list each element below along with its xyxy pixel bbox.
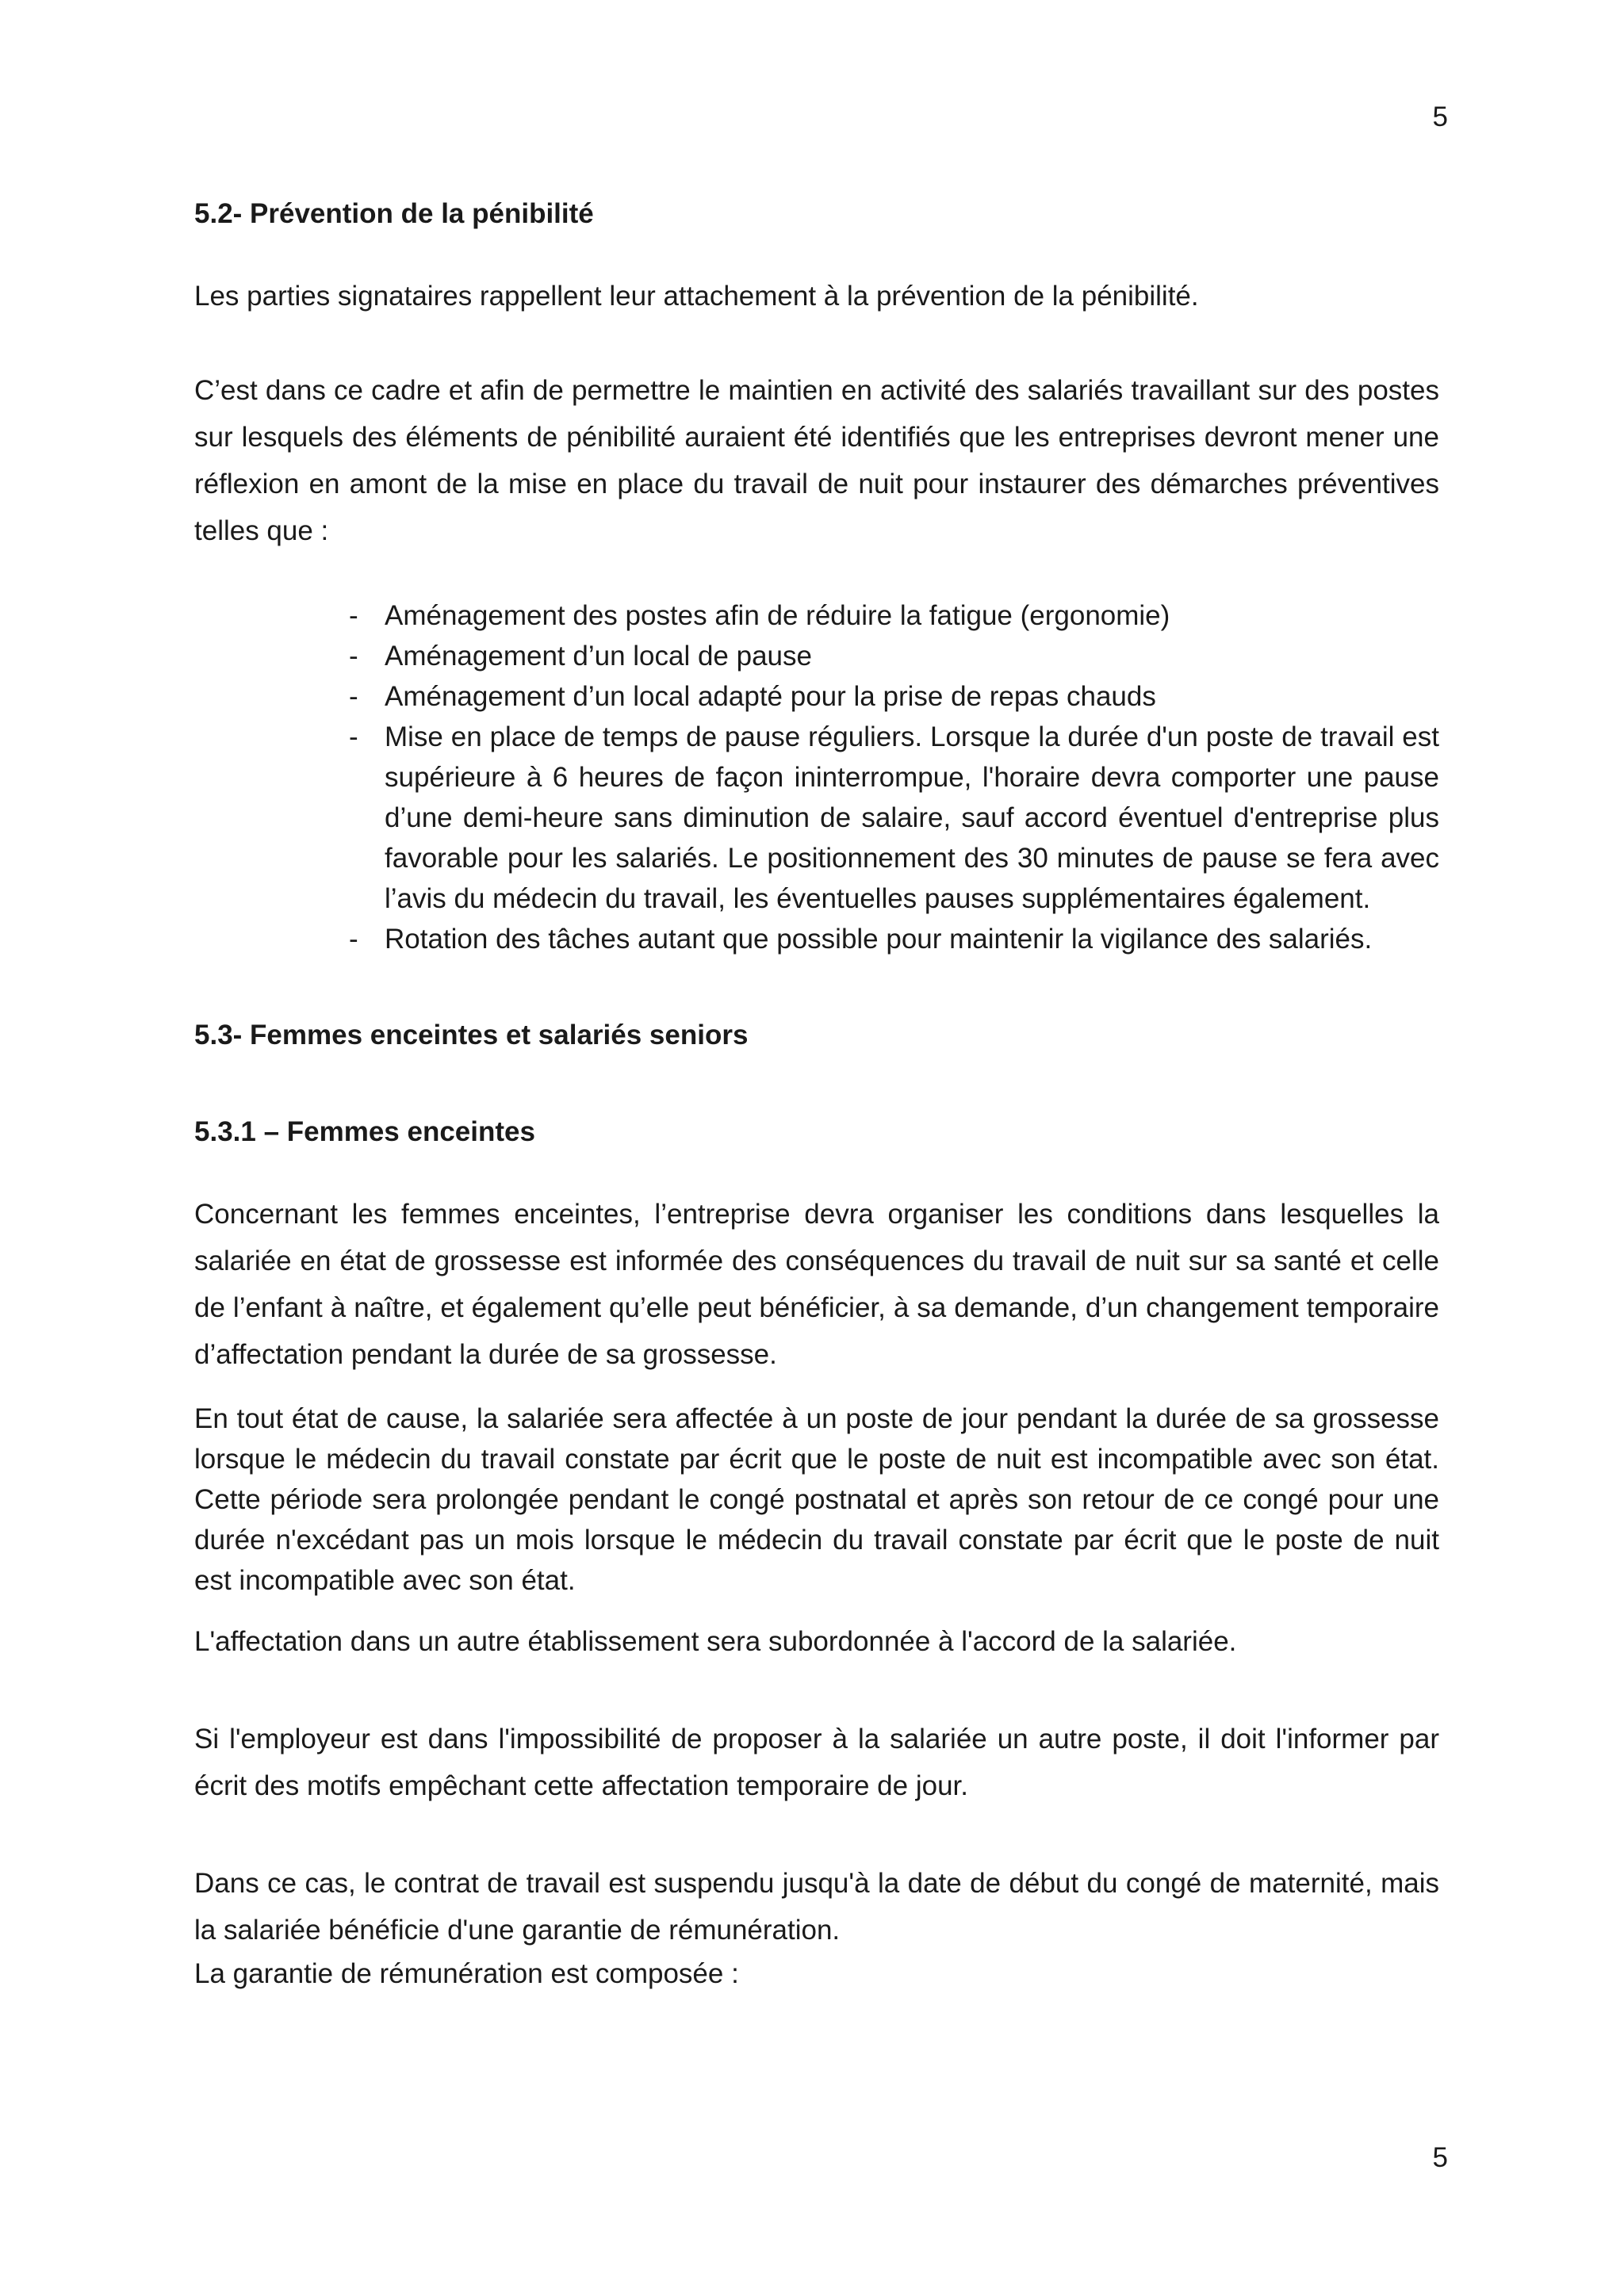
paragraph-5-3-1-intro: Concernant les femmes enceintes, l’entreprise devra organiser les conditions dans lesquelles la salariée en état de grossesse est informée des conséquences du travail de nuit sur sa santé et celle de l’enfant à naître, et également qu’elle peut bénéficier, à sa demande, d’un changement temporaire d’affectation pendant la durée de sa grossesse. <box>194 1199 1439 1370</box>
section-heading-5-3: 5.3- Femmes enceintes et salariés seniors <box>194 1020 749 1050</box>
list-item: - Aménagement des postes afin de réduire la fatigue (ergonomie) <box>349 595 1439 636</box>
paragraph-5-2-intro: Les parties signataires rappellent leur attachement à la prévention de la pénibilité. <box>194 281 1199 312</box>
list-item: - Rotation des tâches autant que possible pour maintenir la vigilance des salariés. <box>349 919 1439 959</box>
document-body <box>194 197 1439 1994</box>
paragraph-5-3-1-other-establishment: L'affectation dans un autre établissement sera subordonnée à l'accord de la salariée. <box>194 1626 1237 1657</box>
section-heading-5-2: 5.2- Prévention de la pénibilité <box>194 198 594 229</box>
dash-bullet: - <box>349 600 358 631</box>
dash-bullet: - <box>349 641 358 672</box>
page-number-bottom: 5 <box>1432 2142 1448 2173</box>
list-item: - Aménagement d’un local de pause <box>349 636 1439 676</box>
paragraph-5-3-1-guarantee: La garantie de rémunération est composée : <box>194 1958 739 1989</box>
paragraph-5-3-1-suspension: Dans ce cas, le contrat de travail est suspendu jusqu'à la date de début du congé de maternité, mais la salariée bénéficie d'une garantie de rémunération. <box>194 1868 1439 1946</box>
paragraph-5-2-context: C’est dans ce cadre et afin de permettre le maintien en activité des salariés travaillant sur des postes sur lesquels des éléments de pénibilité auraient été identifiés que les entreprises devront mener une réflexion en amont de la mise en place du travail de nuit pour instaurer des démarches préventives telles que : <box>194 375 1439 546</box>
paragraph-5-3-1-day-assignment: En tout état de cause, la salariée sera affectée à un poste de jour pendant la durée de sa grossesse lorsque le médecin du travail constate par écrit que le poste de nuit est incompatible avec son état. Cette période sera prolongée pendant le congé postnatal et après son retour de ce congé pour une durée n'excédant pas un mois lorsque le médecin du travail constate par écrit que le poste de nuit est incompatible avec son état. <box>194 1403 1439 1596</box>
list-item: - Mise en place de temps de pause réguliers. Lorsque la durée d'un poste de travail est supérieure à 6 heures de façon ininterrompue, l'horaire devra comporter une pause d’une demi-heure sans diminution de salaire, sauf accord éventuel d'entreprise plus favorable pour les salariés. Le positionnement des 30 minutes de pause se fera avec l’avis du médecin du travail, les éventuelles pauses supplémentaires également. <box>349 717 1439 919</box>
dash-bullet: - <box>349 681 358 712</box>
list-item: - Aménagement d’un local adapté pour la prise de repas chauds <box>349 676 1439 717</box>
paragraph-5-3-1-impossibility: Si l'employeur est dans l'impossibilité de proposer à la salariée un autre poste, il doit l'informer par écrit des motifs empêchant cette affectation temporaire de jour. <box>194 1724 1439 1801</box>
preventive-measures-list <box>194 595 1439 959</box>
dash-bullet: - <box>349 721 358 752</box>
page-number-top: 5 <box>1432 101 1448 132</box>
dash-bullet: - <box>349 924 358 955</box>
section-heading-5-3-1: 5.3.1 – Femmes enceintes <box>194 1116 535 1147</box>
